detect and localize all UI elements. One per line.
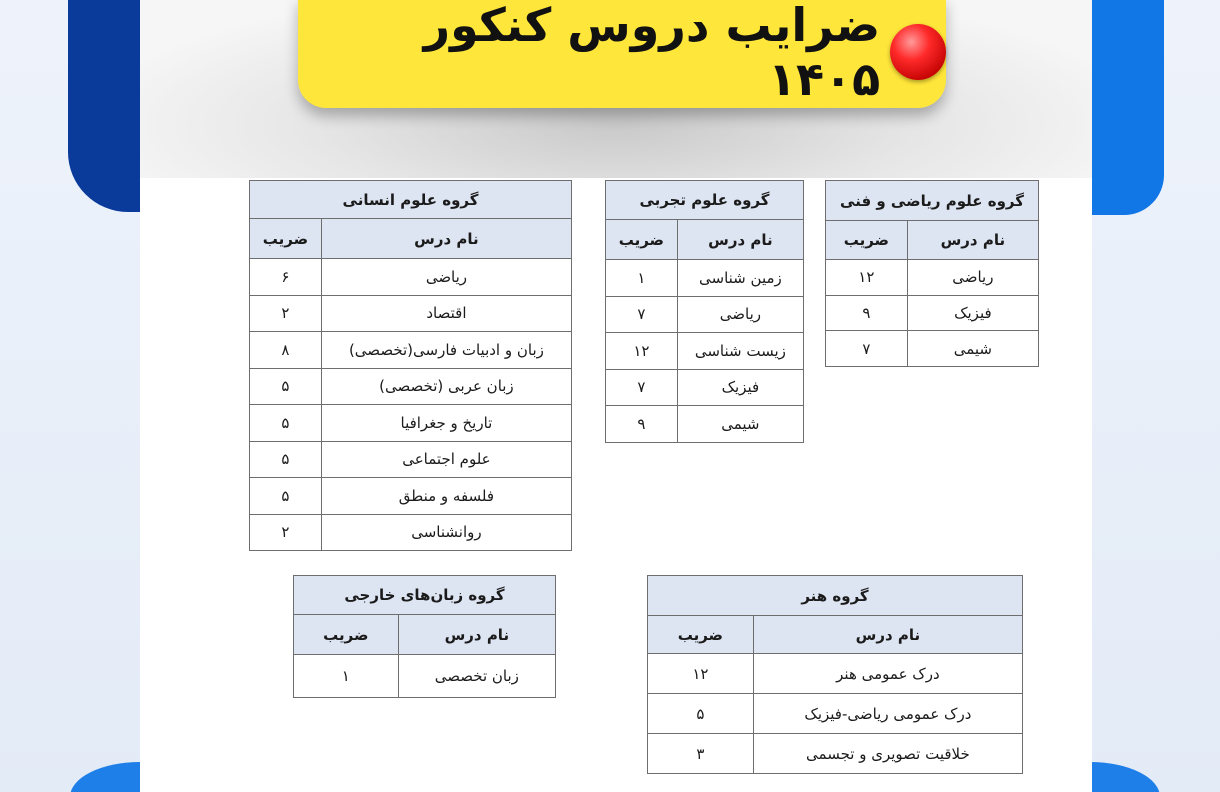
table-row [606,296,804,333]
subject-coefficient: ۵ [250,368,322,405]
subject-name: درک عمومی ریاضی-فیزیک [753,694,1022,734]
table-row [826,260,1039,296]
table-row [648,654,1023,694]
subject-coefficient: ۱۲ [648,654,754,694]
table-zaban [293,575,556,698]
subject-coefficient: ۳ [648,734,754,774]
subject-name: فیزیک [907,295,1038,331]
col-header-coef: ضریب [648,616,754,654]
subject-name: فلسفه و منطق [321,478,571,515]
table-row [250,478,572,515]
col-header-coef: ضریب [606,220,678,260]
col-header-name: نام درس [677,220,803,260]
col-header-name: نام درس [753,616,1022,654]
table-row [606,369,804,406]
col-header-coef: ضریب [250,219,322,259]
subject-coefficient: ۱ [294,655,399,698]
group-title: گروه هنر [648,576,1023,616]
subject-coefficient: ۹ [826,295,908,331]
table-row [250,441,572,478]
table-row [250,295,572,332]
subject-name: خلاقیت تصویری و تجسمی [753,734,1022,774]
subject-coefficient: ۷ [826,331,908,367]
group-title: گروه علوم تجربی [606,181,804,220]
group-title: گروه علوم ریاضی و فنی [826,181,1039,221]
table-honar [647,575,1023,774]
subject-coefficient: ۷ [606,296,678,333]
subject-coefficient: ۱۲ [606,333,678,370]
subject-name: زمین شناسی [677,260,803,297]
subject-name: زیست شناسی [677,333,803,370]
decor-blue-right [1090,0,1164,215]
table-ensani [249,180,572,551]
table-row [826,295,1039,331]
page-title: ضرایب دروس کنکور ۱۴۰۵ [423,0,881,106]
subject-coefficient: ۶ [250,259,322,296]
subject-name: زبان تخصصی [398,655,555,698]
subject-name: تاریخ و جغرافیا [321,405,571,442]
table-row [648,694,1023,734]
subject-coefficient: ۵ [250,405,322,442]
col-header-name: نام درس [321,219,571,259]
table-row [250,514,572,551]
decor-blue-left [68,0,148,212]
col-header-coef: ضریب [294,615,399,655]
subject-name: زبان عربی (تخصصی) [321,368,571,405]
red-dot-icon [890,24,946,80]
subject-name: ریاضی [321,259,571,296]
col-header-coef: ضریب [826,221,908,260]
table-row [648,734,1023,774]
subject-name: ریاضی [677,296,803,333]
subject-name: درک عمومی هنر [753,654,1022,694]
table-row [250,332,572,369]
subject-coefficient: ۸ [250,332,322,369]
subject-name: شیمی [677,406,803,443]
group-title: گروه علوم انسانی [250,181,572,219]
subject-name: شیمی [907,331,1038,367]
table-row [606,333,804,370]
table-row [826,331,1039,367]
subject-coefficient: ۱۲ [826,260,908,296]
table-row [250,405,572,442]
table-row [294,655,556,698]
subject-coefficient: ۵ [250,478,322,515]
subject-coefficient: ۵ [648,694,754,734]
group-title: گروه زبان‌های خارجی [294,576,556,615]
subject-name: ریاضی [907,260,1038,296]
subject-name: روانشناسی [321,514,571,551]
table-row [606,406,804,443]
table-riazi [825,180,1039,367]
table-row [606,260,804,297]
subject-name: زبان و ادبیات فارسی(تخصصی) [321,332,571,369]
subject-coefficient: ۷ [606,369,678,406]
subject-name: فیزیک [677,369,803,406]
subject-coefficient: ۵ [250,441,322,478]
subject-coefficient: ۲ [250,514,322,551]
title-banner [298,0,946,108]
subject-coefficient: ۱ [606,260,678,297]
col-header-name: نام درس [907,221,1038,260]
table-tajrobi [605,180,804,443]
subject-name: اقتصاد [321,295,571,332]
col-header-name: نام درس [398,615,555,655]
subject-name: علوم اجتماعی [321,441,571,478]
subject-coefficient: ۹ [606,406,678,443]
table-row [250,368,572,405]
subject-coefficient: ۲ [250,295,322,332]
table-row [250,259,572,296]
